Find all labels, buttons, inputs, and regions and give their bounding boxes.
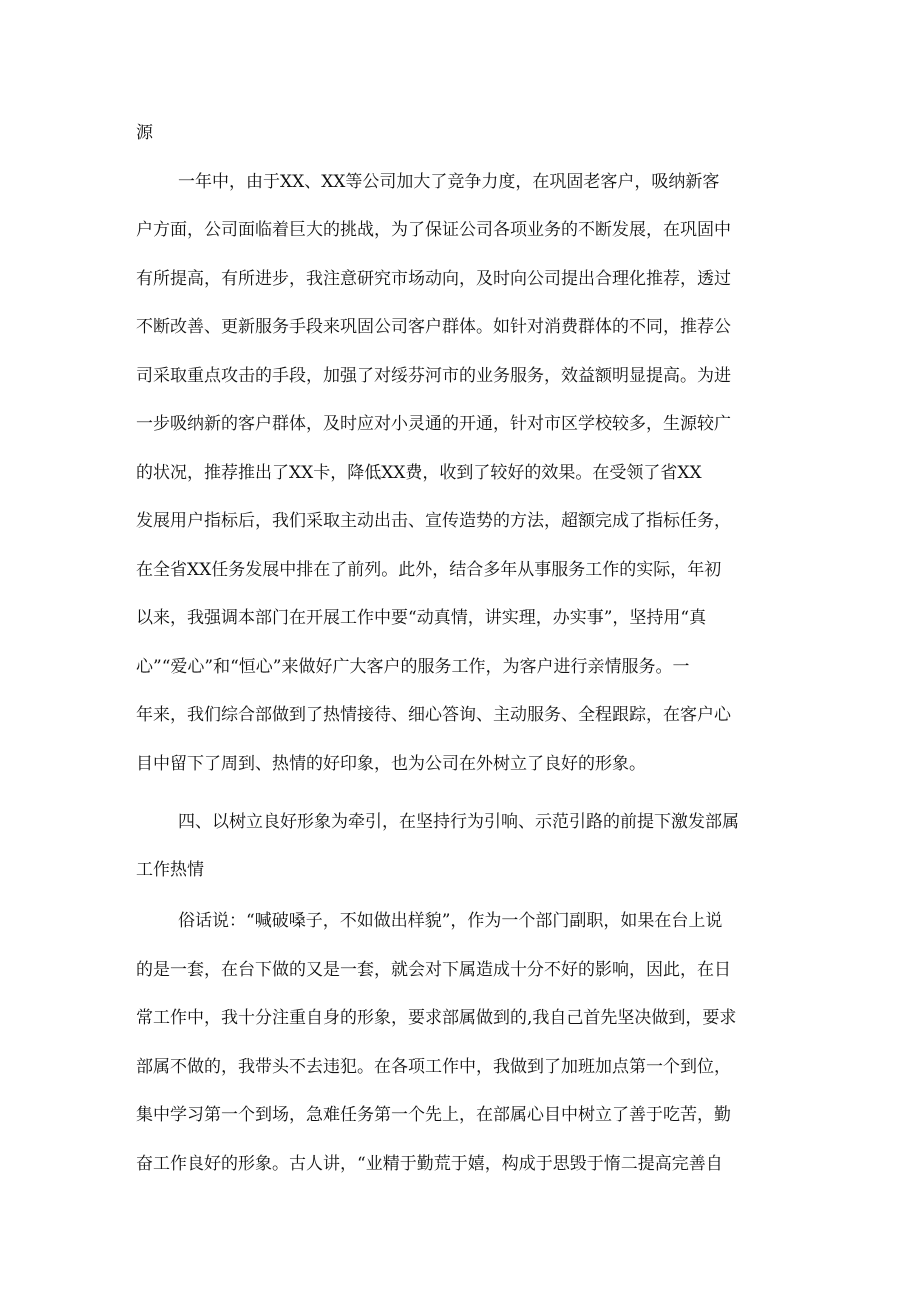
section-heading-text: 工作热情 xyxy=(136,860,204,880)
line-text: 不断改善、更新服务手段来巩固公司客户群体。如针对消费群体的不同，推荐公 xyxy=(136,317,731,337)
line-text: 司采取重点攻击的手段，加强了对绥芬河市的业务服务，效益额明显提高。为进 xyxy=(136,366,731,386)
line-text: 源 xyxy=(136,123,153,143)
line-text: 的是一套，在台下做的又是一套，就会对下属造成十分不好的影响，因此，在日 xyxy=(136,960,731,980)
line-text: 有所提高，有所进步，我注意研究市场动向，及时向公司提出合理化推荐，透过 xyxy=(136,269,731,289)
line-text: 一步吸纳新的客户群体，及时应对小灵通的开通，针对市区学校较多，生源较广 xyxy=(136,414,731,434)
line-text: 心”“爱心”和“恒心”来做好广大客户的服务工作，为客户进行亲情服务。一 xyxy=(136,657,690,677)
line-text: 集中学习第一个到场，急难任务第一个先上，在部属心目中树立了善于吃苦，勤 xyxy=(136,1105,731,1125)
line-text: 奋工作良好的形象。古人讲，“业精于勤荒于嬉，构成于思毁于惰二提高完善自 xyxy=(136,1154,723,1174)
line-text: 一年中，由于XX、XX等公司加大了竞争力度，在巩固老客户，吸纳新客 xyxy=(178,172,720,192)
line-text: 常工作中，我十分注重自身的形象，要求部属做到的,我自己首先坚决做到，要求 xyxy=(136,1008,737,1028)
line-text: 在全省XX任务发展中排在了前列。此外，结合多年从事服务工作的实际，年初 xyxy=(136,560,722,580)
line-text: 俗话说：“喊破嗓子，不如做出样貌”，作为一个部门副职，如果在台上说 xyxy=(178,911,723,931)
line-text: 部属不做的，我带头不去违犯。在各项工作中，我做到了加班加点第一个到位， xyxy=(136,1057,731,1077)
line-text: 的状况，推荐推出了XX卡，降低XX费，收到了较好的效果。在受领了省XX xyxy=(136,463,702,483)
line-text: 以来，我强调本部门在开展工作中要“动真情，讲实理，办实事”，坚持用“真 xyxy=(136,608,707,628)
line-text: 户方面，公司面临着巨大的挑战，为了保证公司各项业务的不断发展，在巩固中 xyxy=(136,220,731,240)
line-text: 年来，我们综合部做到了热情接待、细心答询、主动服务、全程跟踪，在客户心 xyxy=(136,705,731,725)
line-text: 发展用户指标后，我们采取主动出击、宣传造势的方法，超额完成了指标任务， xyxy=(136,511,731,531)
section-heading-text: 四、以树立良好形象为牵引，在坚持行为引响、示范引路的前提下激发部属 xyxy=(178,812,739,832)
line-text: 目中留下了周到、热情的好印象，也为公司在外树立了良好的形象。 xyxy=(136,754,646,774)
